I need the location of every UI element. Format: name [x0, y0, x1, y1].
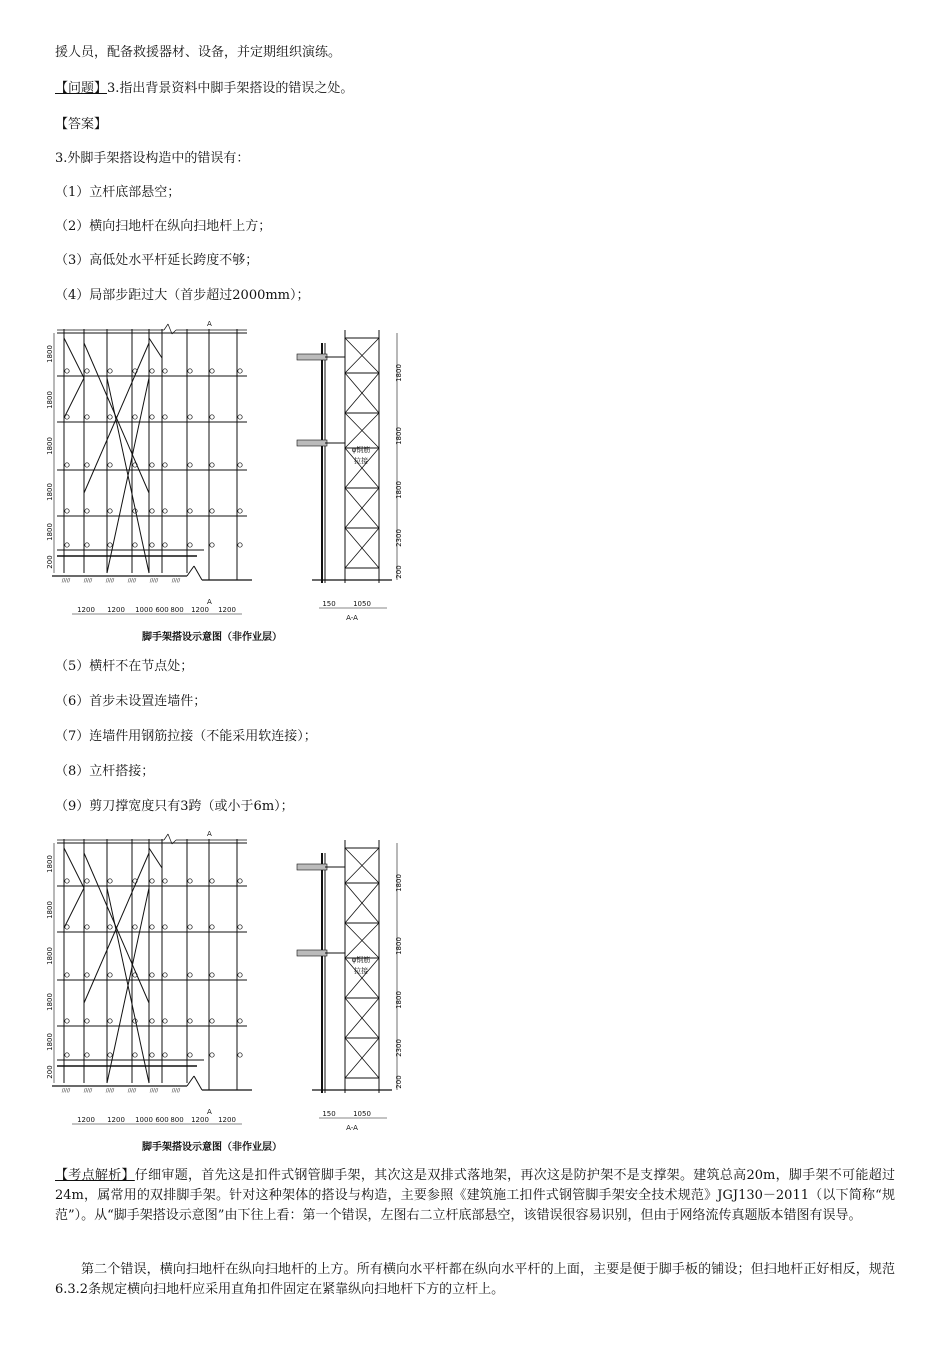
ground-line	[187, 566, 194, 576]
ground-hatch: /////	[61, 1088, 71, 1094]
coupler-mark	[133, 925, 137, 929]
coupler-mark	[85, 369, 89, 373]
coupler-mark	[163, 543, 167, 547]
coupler-mark	[210, 925, 214, 929]
coupler-mark	[150, 973, 154, 977]
vertical-dim-label: 1800	[46, 947, 54, 965]
question-text: 3.指出背景资料中脚手架搭设的错误之处。	[107, 81, 354, 96]
coupler-mark	[188, 369, 192, 373]
wall-tie-block	[297, 440, 327, 446]
coupler-mark	[85, 463, 89, 467]
coupler-mark	[65, 369, 69, 373]
cross-brace	[64, 848, 84, 888]
coupler-mark	[85, 973, 89, 977]
question-tag: 【问题】	[55, 81, 108, 96]
bottom-dim-label: 150	[322, 600, 336, 608]
bottom-dim-label: 1050	[353, 600, 371, 608]
coupler-mark	[188, 463, 192, 467]
section-mark-label: A	[207, 320, 212, 328]
coupler-mark	[238, 973, 242, 977]
vertical-dim-label: 1800	[46, 345, 54, 363]
answer-tag: 【答案】	[55, 117, 108, 132]
vertical-dim-label: 200	[46, 1065, 54, 1079]
coupler-mark	[65, 463, 69, 467]
vertical-dim-label: 1800	[46, 1033, 54, 1051]
ground-hatch: /////	[83, 578, 93, 584]
coupler-mark	[210, 1053, 214, 1057]
vertical-dim-label: 1800	[46, 993, 54, 1011]
coupler-mark	[163, 415, 167, 419]
coupler-mark	[65, 543, 69, 547]
coupler-mark	[238, 415, 242, 419]
scaffold-diagram	[46, 318, 403, 648]
coupler-mark	[163, 1053, 167, 1057]
coupler-mark	[108, 543, 112, 547]
answer-item-4: （4）局部步距过大（首步超过2000mm）；	[55, 288, 310, 303]
section-mark-label: A	[207, 830, 212, 838]
coupler-mark	[65, 925, 69, 929]
answer-item-5: （5）横杆不在节点处；	[55, 659, 194, 674]
bottom-dim-label: 1200	[77, 606, 95, 614]
vertical-dim-label: 1800	[395, 874, 403, 892]
coupler-mark	[188, 1019, 192, 1023]
answer-intro: 3.外脚手架搭设构造中的错误有：	[55, 151, 250, 166]
wall-tie-block	[297, 864, 327, 870]
coupler-mark	[188, 925, 192, 929]
break-line	[164, 834, 168, 840]
analysis-tag: 【考点解析】	[55, 1168, 135, 1183]
ground-hatch: /////	[149, 1088, 159, 1094]
coupler-mark	[188, 879, 192, 883]
coupler-mark	[150, 509, 154, 513]
vertical-dim-label: 1800	[46, 483, 54, 501]
vertical-dim-label: 200	[395, 565, 403, 579]
cross-brace	[64, 378, 84, 418]
coupler-mark	[163, 973, 167, 977]
analysis-text-1: 仔细审题，首先这是扣件式钢管脚手架，其次这是双排式落地架，再次这是防护架不是支撑架。建筑总高20m，脚手架不可能超过24m，属常用的双排脚手架。针对这种架体的搭设与构造，主要参照《建筑施工扣件式钢管脚手架安全技术规范》JGJ130－2011（以下简称“规范”）。从“脚手架搭设示意图”由下往上看：第一个错误，左图右二立杆底部悬空，该错误很容易识别，但由于网络流传真题版本错图有误导。	[55, 1168, 895, 1223]
ground-line	[194, 1076, 202, 1090]
question-line	[55, 80, 353, 98]
coupler-mark	[238, 509, 242, 513]
coupler-mark	[85, 509, 89, 513]
coupler-mark	[210, 879, 214, 883]
coupler-mark	[150, 1053, 154, 1057]
scaffold-figure-2	[46, 828, 403, 1158]
coupler-mark	[163, 925, 167, 929]
coupler-mark	[108, 415, 112, 419]
coupler-mark	[150, 925, 154, 929]
vertical-dim-label: 1800	[395, 364, 403, 382]
vertical-dim-label: 1800	[46, 437, 54, 455]
section-label: A-A	[346, 614, 358, 622]
coupler-mark	[65, 879, 69, 883]
bottom-dim-label: 1200	[218, 1116, 236, 1124]
coupler-mark	[65, 415, 69, 419]
scaffold-figure-1	[46, 318, 403, 648]
coupler-mark	[150, 463, 154, 467]
coupler-mark	[108, 973, 112, 977]
coupler-mark	[238, 463, 242, 467]
coupler-mark	[210, 973, 214, 977]
ground-hatch: /////	[83, 1088, 93, 1094]
bottom-dim-label: 1200	[77, 1116, 95, 1124]
coupler-mark	[210, 369, 214, 373]
coupler-mark	[163, 369, 167, 373]
coupler-mark	[85, 1053, 89, 1057]
coupler-mark	[238, 879, 242, 883]
coupler-mark	[150, 369, 154, 373]
ground-line	[194, 566, 202, 580]
section-mark-label: A	[207, 598, 212, 606]
scaffold-diagram	[46, 828, 403, 1158]
ground-hatch: /////	[171, 578, 181, 584]
ground-hatch: /////	[61, 578, 71, 584]
tie-label: φ钢筋	[351, 446, 371, 454]
vertical-dim-label: 1800	[46, 855, 54, 873]
coupler-mark	[133, 415, 137, 419]
coupler-mark	[188, 973, 192, 977]
coupler-mark	[85, 925, 89, 929]
coupler-mark	[163, 1019, 167, 1023]
coupler-mark	[108, 509, 112, 513]
ground-hatch: /////	[105, 1088, 115, 1094]
bottom-dim-label: 600	[155, 1116, 169, 1124]
coupler-mark	[65, 509, 69, 513]
vertical-dim-label: 200	[46, 555, 54, 569]
coupler-mark	[210, 509, 214, 513]
coupler-mark	[163, 463, 167, 467]
coupler-mark	[85, 1019, 89, 1023]
vertical-dim-label: 1800	[395, 427, 403, 445]
ground-hatch: /////	[127, 578, 137, 584]
coupler-mark	[238, 369, 242, 373]
answer-item-6: （6）首步未设置连墙件；	[55, 694, 207, 709]
tie-label: φ钢筋	[351, 956, 371, 964]
bottom-dim-label: 1200	[218, 606, 236, 614]
vertical-dim-label: 1800	[395, 937, 403, 955]
coupler-mark	[65, 973, 69, 977]
figure-caption: 脚手架搭设示意图（非作业层）	[142, 632, 282, 643]
cross-brace	[64, 888, 84, 928]
coupler-mark	[210, 415, 214, 419]
vertical-dim-label: 1800	[395, 481, 403, 499]
cross-brace	[149, 848, 162, 868]
text-line: 援人员，配备救援器材、设备，并定期组织演练。	[55, 45, 342, 60]
tie-label: 拉接	[354, 457, 368, 465]
bottom-dim-label: 800	[170, 1116, 184, 1124]
coupler-mark	[188, 509, 192, 513]
answer-item-1: （1）立杆底部悬空；	[55, 185, 181, 200]
break-line	[164, 324, 168, 330]
cross-brace	[149, 338, 162, 358]
bottom-dim-label: 1200	[107, 606, 125, 614]
coupler-mark	[210, 543, 214, 547]
coupler-mark	[150, 879, 154, 883]
coupler-mark	[108, 1019, 112, 1023]
ground-hatch: /////	[149, 578, 159, 584]
coupler-mark	[163, 879, 167, 883]
coupler-mark	[108, 879, 112, 883]
coupler-mark	[108, 1053, 112, 1057]
ground-line	[187, 1076, 194, 1086]
bottom-dim-label: 1200	[107, 1116, 125, 1124]
bottom-dim-label: 600	[155, 606, 169, 614]
coupler-mark	[188, 543, 192, 547]
coupler-mark	[85, 415, 89, 419]
cross-brace	[64, 338, 84, 378]
coupler-mark	[210, 463, 214, 467]
vertical-dim-label: 200	[395, 1075, 403, 1089]
coupler-mark	[65, 1019, 69, 1023]
bottom-dim-label: 150	[322, 1110, 336, 1118]
coupler-mark	[238, 1053, 242, 1057]
analysis-paragraph-1	[55, 1166, 895, 1226]
vertical-dim-label: 1800	[46, 391, 54, 409]
vertical-dim-label: 2300	[395, 1039, 403, 1057]
coupler-mark	[238, 1019, 242, 1023]
section-label: A-A	[346, 1124, 358, 1132]
answer-item-7: （7）连墙件用钢筋拉接（不能采用软连接）；	[55, 729, 317, 744]
coupler-mark	[85, 543, 89, 547]
coupler-mark	[108, 925, 112, 929]
answer-item-8: （8）立杆搭接；	[55, 764, 155, 779]
coupler-mark	[65, 1053, 69, 1057]
wall-tie-block	[297, 950, 327, 956]
vertical-dim-label: 1800	[46, 901, 54, 919]
coupler-mark	[163, 509, 167, 513]
figure-caption: 脚手架搭设示意图（非作业层）	[142, 1142, 282, 1153]
coupler-mark	[150, 415, 154, 419]
bottom-dim-label: 800	[170, 606, 184, 614]
ground-hatch: /////	[105, 578, 115, 584]
bottom-dim-label: 1000	[135, 606, 153, 614]
bottom-dim-label: 1200	[191, 1116, 209, 1124]
bottom-dim-label: 1050	[353, 1110, 371, 1118]
answer-item-2: （2）横向扫地杆在纵向扫地杆上方；	[55, 219, 272, 234]
coupler-mark	[210, 1019, 214, 1023]
vertical-dim-label: 1800	[395, 991, 403, 1009]
coupler-mark	[188, 1053, 192, 1057]
vertical-dim-label: 1800	[46, 523, 54, 541]
wall-tie-block	[297, 354, 327, 360]
coupler-mark	[108, 369, 112, 373]
bottom-dim-label: 1200	[191, 606, 209, 614]
coupler-mark	[150, 543, 154, 547]
coupler-mark	[133, 543, 137, 547]
bottom-dim-label: 1000	[135, 1116, 153, 1124]
section-mark-label: A	[207, 1108, 212, 1116]
coupler-mark	[85, 879, 89, 883]
coupler-mark	[238, 543, 242, 547]
ground-hatch: /////	[171, 1088, 181, 1094]
coupler-mark	[238, 925, 242, 929]
answer-item-3: （3）高低处水平杆延长跨度不够；	[55, 253, 259, 268]
ground-hatch: /////	[127, 1088, 137, 1094]
analysis-paragraph-2: 第二个错误，横向扫地杆在纵向扫地杆的上方。所有横向水平杆都在纵向水平杆的上面，主要是便于脚手板的铺设；但扫地杆正好相反，规范6.3.2条规定横向扫地杆应采用直角扣件固定在紧靠纵向扫地杆下方的立杆上。	[55, 1262, 895, 1297]
vertical-dim-label: 2300	[395, 529, 403, 547]
answer-item-9: （9）剪刀撑宽度只有3跨（或小于6m）；	[55, 799, 294, 814]
coupler-mark	[133, 1053, 137, 1057]
coupler-mark	[150, 1019, 154, 1023]
coupler-mark	[108, 463, 112, 467]
coupler-mark	[188, 415, 192, 419]
tie-label: 拉接	[354, 967, 368, 975]
